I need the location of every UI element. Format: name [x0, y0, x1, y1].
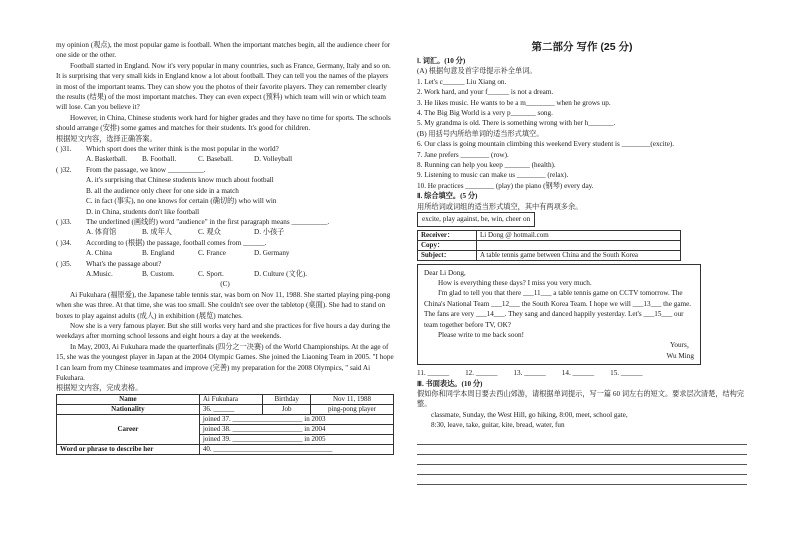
question-31: ( )31. Which sport does the writer think is the most popular in the world? A. Basketball. B. Football. C. Baseball. D. Volleyball	[56, 145, 293, 164]
section-writing-instruction: 假如你和同学本周日要去西山郊游，请根据单词提示，写一篇 60 词左右的短文。要求层次清楚，结构完整。	[417, 389, 745, 409]
vocab-item[interactable]: 4. The Big Big World is a very p_______ song.	[417, 109, 553, 118]
writing-hints-2: 8:30, leave, take, guitar, kite, bread, water, fun	[431, 421, 565, 430]
question-32: ( )32. From the passage, we know __________. A. it's surprising that Chinese students know much about football B. all the audience only cheer for one side in a match C. in fact (事实), no one knows for certain (确切的) who will win D. in China, students don't like football	[56, 165, 277, 216]
question-35: ( )35. What's the passage about? A.Music. B. Custom. C. Sport. D. Culture (文化).	[56, 259, 308, 278]
letter-signature: Wu Ming	[666, 351, 694, 360]
instruction-b: 根据短文内容，选择正确答案。	[56, 134, 157, 143]
instruction-c: 根据短文内容，完成表格。	[56, 384, 143, 393]
answer-blank[interactable]: 12. ______	[465, 369, 498, 378]
left-column	[56, 40, 394, 455]
section-vocab-a: (A) 根据句意及首字母提示补全单词。	[417, 67, 537, 76]
writing-line	[417, 445, 747, 455]
vocab-item[interactable]: 6. Our class is going mountain climbing this weekend Every student is ________(excite).	[417, 140, 675, 149]
passage-b-tail: my opinion (观点), the most popular game is football. When the important matches begin, all the audience cheer for one side or the other.	[56, 41, 391, 60]
vocab-item[interactable]: 7. Jane prefers ________ (row).	[417, 150, 509, 159]
letter-line: How is everything these days? I miss you very much.	[438, 278, 592, 287]
writing-line	[417, 435, 747, 445]
passage-c-para-1: Ai Fukuhara (福原爱), the Japanese table tennis star, was born on Nov 11, 1988. She started playing ping-pong when she was three. At that time, she was too small. She couldn't see over the tabletop (桌面). She had to stand on boxes to play against adults (成人) in exhibition (展览) matches.	[56, 290, 391, 320]
right-column	[417, 40, 747, 485]
fukuhara-table: Name Ai Fukuhara Birthday Nov 11, 1988 Nationality 36. ______ Job ping-pong player Career joined 37. ____________________ in 2003 joined 38. ____________________ in 2004 joined 39. ____________________ in 2005 Word or phrase to describe her 40. __________________________________	[56, 394, 394, 455]
vocab-item[interactable]: 3. He likes music. He wants to be a m________ when he grows up.	[417, 98, 611, 107]
letter-box	[417, 264, 701, 366]
passage-b-football-2: However, in China, Chinese students work hard for higher grades and they have no time for sports. The schools should arrange (安排) some games and matches for their students. It's good for children.	[56, 113, 391, 133]
section-cloze-title: Ⅱ. 综合填空。(5 分)	[417, 192, 478, 201]
section-writing-title: Ⅲ. 书面表达。(10 分)	[417, 379, 483, 388]
blank-36[interactable]: 36. ______	[199, 404, 263, 414]
letter-body: I'm glad to tell you that there ___11___ a table tennis game on CCTV tomorrow. The China's National Team ___12___ the South Korea Team. I hope we will ___13___ the game. The fans are very ___14___. They sang and danced happily yesterday. Let's ___15___ our team together before TV, OK?	[424, 289, 692, 329]
vocab-item[interactable]: 5. My grandma is old. There is something wrong with her h_______.	[417, 119, 616, 128]
writing-hints-1: classmate, Sunday, the West Hill, go hiking, 8:00, meet, school gate,	[431, 410, 628, 419]
blank-40[interactable]: 40. __________________________________	[199, 444, 393, 454]
letter-line: Please write to me back soon!	[438, 330, 525, 339]
cloze-answers	[417, 368, 747, 378]
word-box: excite, play against, be, win, cheer on	[417, 212, 535, 226]
writing-line	[417, 455, 747, 465]
vocab-item[interactable]: 1. Let's c______ Liu Xiang on.	[417, 77, 507, 86]
passage-c-para-2: Now she is a very famous player. But she still works very hard and she practices for five hours a day during the weekdays after morning school lessons and eight hours a day at the weekends.	[56, 321, 391, 341]
writing-area[interactable]	[417, 435, 747, 485]
writing-line	[417, 475, 747, 485]
vocab-item[interactable]: 2. Work hard, and your f______ is not a dream.	[417, 88, 554, 97]
writing-line	[417, 465, 747, 475]
section-cloze-instruction: 用所给词或词组的适当形式填空，其中有两项多余。	[417, 202, 583, 211]
letter-closing: Yours，	[669, 341, 694, 350]
blank-37[interactable]: joined 37. ____________________ in 2003	[199, 414, 393, 424]
vocab-item[interactable]: 8. Running can help you keep _______ (health).	[417, 161, 556, 170]
section-vocab-title: Ⅰ. 词汇。(10 分)	[417, 57, 466, 65]
vocab-list	[417, 77, 747, 191]
vocab-item[interactable]: 10. He practices ________ (play) the piano (钢琴) every day.	[417, 181, 594, 190]
passage-c-label: (C)	[220, 280, 230, 289]
letter-greeting: Dear Li Dong,	[424, 268, 466, 277]
blank-39[interactable]: joined 39. ____________________ in 2005	[199, 434, 393, 444]
vocab-item[interactable]: 9. Listening to music can make us ________ (relax).	[417, 171, 569, 180]
answer-blank[interactable]: 11. ______	[417, 369, 450, 378]
part-title: 第二部分 写作 (25 分)	[531, 41, 633, 53]
answer-blank[interactable]: 14. ______	[561, 369, 595, 378]
answer-blank[interactable]: 15. ______	[610, 369, 643, 378]
question-34: ( )34. According to (根据) the passage, football comes from ______. A. China B. England C. France D. Germany	[56, 238, 290, 258]
passage-c-para-3: In May, 2003, Ai Fukuhara made the quarterfinals (四分之一决赛) of the World Championships. At the age of 15, she was the youngest player in Japan at the 2004 Olympic Games. She joined the Liaoning Team in 2005. "I hope I can learn from my Chinese teammates and improve (完善) my preparation for the 2008 Olympics, " said Ai Fukuhara.	[56, 342, 394, 382]
question-33: ( )33. The underlined (画线的) word "audience" in the first paragraph means __________. A. 体育馆 B. 成年人 C. 观众 D. 小孩子	[56, 217, 330, 237]
vocab-b-instruction: (B) 用括号内所给单词的适当形式填空。	[417, 129, 544, 138]
blank-38[interactable]: joined 38. ____________________ in 2004	[199, 424, 393, 434]
email-header: Receiver： Li Dong @ hotmail.com Copy： Subject： A table tennis game between China and the South Korea	[417, 230, 681, 261]
passage-b-football-1: Football started in England. Now it's very popular in many countries, such as France, Germany, Italy and so on. It is surprising that very small kids in England know a lot about football. They can tell you the names of the players in most of the important teams. They can show you the photos of their favorite players. They can remember clearly the results (结果) of the most important matches. They can even expect (预料) which team will win or which team will lose. Can you believe it?	[56, 61, 391, 112]
answer-blank[interactable]: 13. ______	[513, 369, 546, 378]
